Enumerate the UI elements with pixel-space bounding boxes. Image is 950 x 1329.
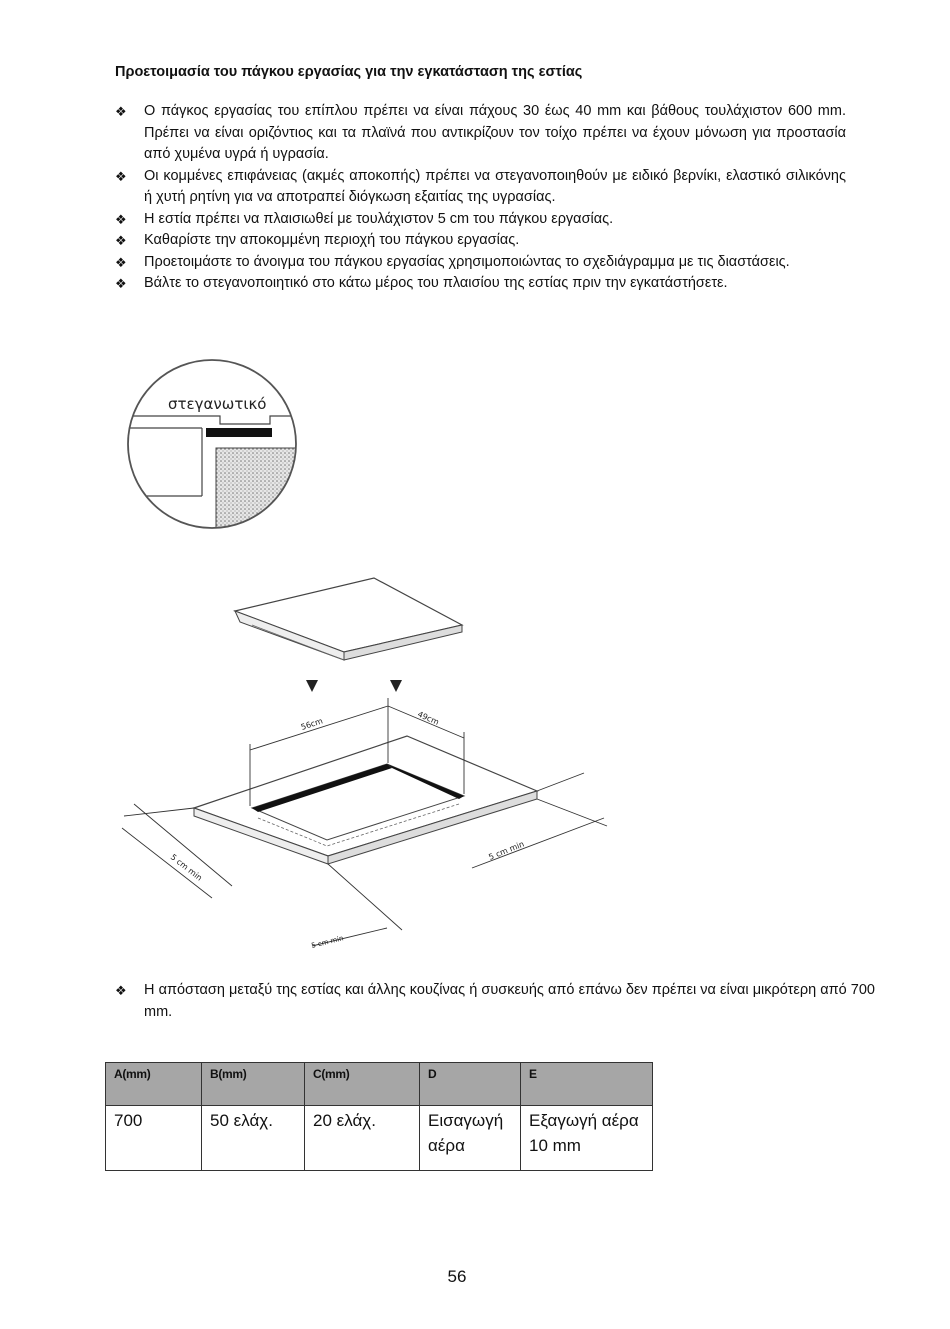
diamond-bullet-icon: ❖ <box>115 211 127 227</box>
table-row <box>106 1106 653 1171</box>
list-item <box>115 252 846 274</box>
table-cell: Εξαγωγή αέρα 10 mm <box>521 1106 653 1171</box>
list-item-text: Βάλτε το στεγανοποιητικό στο κάτω μέρος του πλαισίου της εστίας πριν την εγκατάστήσετε. <box>144 275 728 291</box>
table-header-cell: B(mm) <box>202 1063 305 1106</box>
list-item <box>115 230 846 252</box>
sealant-detail-figure <box>120 356 310 546</box>
down-arrow-icon <box>390 680 402 692</box>
sealant-label: στεγανωτικό <box>168 395 267 413</box>
diamond-bullet-icon: ❖ <box>115 168 127 184</box>
list-item-text: Καθαρίστε την αποκομμένη περιοχή του πάγκου εργασίας. <box>144 232 520 248</box>
table-cell: 20 ελάχ. <box>305 1106 420 1171</box>
clearance-note-text: Η απόσταση μεταξύ της εστίας και άλλης κουζίνας ή συσκευής από επάνω δεν πρέπει να είναι μικρότερη από 700 mm. <box>144 982 875 1020</box>
front-margin-label: 5 cm min <box>310 934 345 950</box>
diamond-bullet-icon: ❖ <box>115 233 127 248</box>
left-margin-label: 5 cm min <box>168 852 204 883</box>
table-header-cell: A(mm) <box>106 1063 202 1106</box>
width-dimension-label: 56cm <box>299 716 324 732</box>
depth-dimension-label: 49cm <box>416 709 441 727</box>
table-header-cell: E <box>521 1063 653 1106</box>
clearance-note <box>115 980 875 1023</box>
table-header-cell: D <box>420 1063 521 1106</box>
right-margin-label: 5 cm min <box>487 839 526 862</box>
list-item-text: Η εστία πρέπει να πλαισιωθεί με τουλάχιστον 5 cm του πάγκου εργασίας. <box>144 210 614 227</box>
requirements-list <box>115 101 846 295</box>
list-item-text: Προετοιμάστε το άνοιγμα του πάγκου εργασίας χρησιμοποιώντας το σχεδιάγραμμα με τις διαστάσεις. <box>144 253 790 270</box>
diamond-bullet-icon: ❖ <box>115 254 127 270</box>
sealant-strip <box>206 428 272 437</box>
table-cell: Εισαγωγή αέρα <box>420 1106 521 1171</box>
table-header-row <box>106 1063 653 1106</box>
diamond-bullet-icon: ❖ <box>115 983 127 998</box>
page-heading: Προετοιμασία του πάγκου εργασίας για την εγκατάσταση της εστίας <box>115 64 583 80</box>
diamond-bullet-icon: ❖ <box>115 276 127 291</box>
countertop-drawing <box>194 736 537 864</box>
list-item <box>115 101 846 166</box>
table-header-cell: C(mm) <box>305 1063 420 1106</box>
clearance-table <box>105 1062 653 1171</box>
list-item-text: Ο πάγκος εργασίας του επίπλου πρέπει να είναι πάχους 30 έως 40 mm και βάθους τουλάχιστον 600 mm. Πρέπει να είναι οριζόντιος και τα πλαϊνά που αντικρίζουν τον τοίχο πρέπει να έχουν μόνωση για προστασία από χυμένα υγρά ή υγρασία. <box>144 103 846 162</box>
table-cell: 700 <box>106 1106 202 1171</box>
list-item <box>115 166 846 209</box>
diamond-bullet-icon: ❖ <box>115 104 127 119</box>
list-item-text: Οι κομμένες επιφάνειας (ακμές αποκοπής) πρέπει να στεγανοποιηθούν με ειδικό βερνίκι, ελαστικό σιλικόνης ή χυτή ρητίνη για να αποτραπεί διόγκωση εξαιτίας της υγρασίας. <box>144 167 846 205</box>
list-item <box>115 273 846 295</box>
down-arrow-icon <box>306 680 318 692</box>
cutout-dimensions-figure <box>112 568 636 958</box>
hob-drawing <box>235 578 462 660</box>
list-item <box>115 209 846 231</box>
page-number: 56 <box>447 1267 467 1286</box>
table-cell: 50 ελάχ. <box>202 1106 305 1171</box>
